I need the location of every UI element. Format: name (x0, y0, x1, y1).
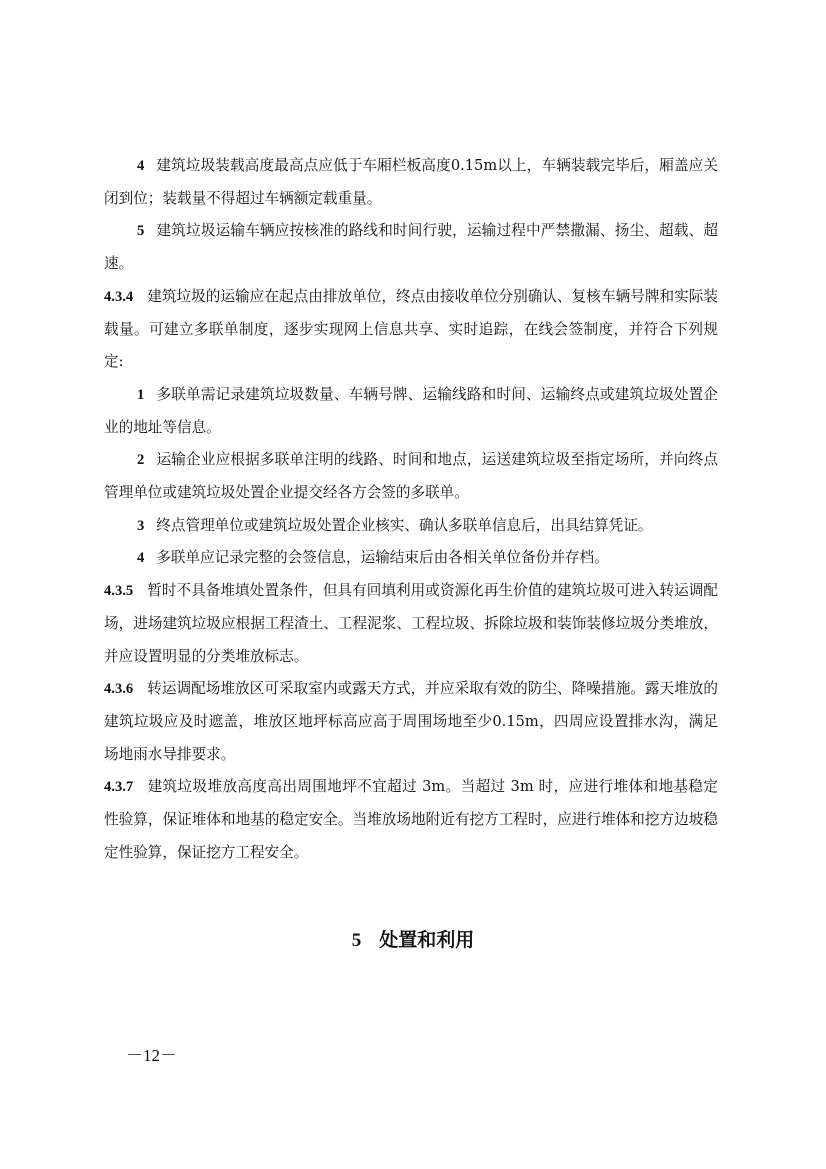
list-item (104, 150, 718, 215)
clause (104, 575, 718, 673)
section-title: 处置和利用 (379, 929, 475, 951)
clause (104, 771, 718, 869)
clause-text: 暂时不具备堆填处置条件，但具有回填利用或资源化再生价值的建筑垃圾可进入转运调配场，进场建筑垃圾应根据工程渣土、工程泥浆、工程垃圾、拆除垃圾和装饰装修垃圾分类堆放，并应设置明显的分类堆放标志。 (104, 582, 718, 665)
clause-text: 建筑垃圾的运输应在起点由排放单位，终点由接收单位分别确认、复核车辆号牌和实际装载量。可建立多联单制度，逐步实现网上信息共享、实时追踪，在线会签制度，并符合下列规定: (104, 287, 718, 371)
clause-number: 4.3.6 (104, 681, 134, 698)
section-heading (0, 924, 826, 957)
item-text: 运输企业应根据多联单注明的线路、时间和地点，运送建筑垃圾至指定场所，并向终点管理单位或建筑垃圾处置企业提交经各方会签的多联单。 (104, 451, 718, 502)
item-text: 建筑垃圾装载高度最高点应低于车厢栏板高度0.15m以上，车辆装载完毕后，厢盖应关闭到位；装载量不得超过车辆额定载重量。 (104, 157, 718, 207)
list-item (104, 542, 718, 575)
item-number: 4 (137, 158, 145, 174)
item-text: 多联单应记录完整的会签信息，运输结束后由各相关单位备份并存档。 (156, 549, 609, 567)
clause-number: 4.3.5 (104, 583, 134, 600)
item-number: 1 (137, 386, 145, 403)
item-number: 4 (137, 550, 145, 567)
item-text: 终点管理单位或建筑垃圾处置企业核实、确认多联单信息后，出具结算凭证。 (156, 516, 653, 534)
clause-number: 4.3.7 (104, 779, 134, 796)
list-item (104, 444, 718, 509)
item-number: 3 (137, 517, 145, 534)
clause (104, 673, 718, 771)
clause-text: 转运调配场堆放区可采取室内或露天方式，并应采取有效的防尘、降噪措施。露天堆放的建筑垃圾应及时遮盖，堆放区地坪标高应高于周围场地至少0.15m，四周应设置排水沟，满足场地雨水导排要求。 (104, 680, 718, 763)
section-number: 5 (351, 930, 362, 951)
item-number: 2 (137, 452, 145, 469)
list-item (104, 215, 718, 280)
list-item (104, 379, 718, 444)
list-item (104, 510, 718, 543)
clause (104, 281, 718, 379)
item-text: 多联单需记录建筑垃圾数量、车辆号牌、运输线路和时间、运输终点或建筑垃圾处置企业的地址等信息。 (104, 385, 718, 436)
body-text (104, 150, 718, 869)
clause-text: 建筑垃圾堆放高度高出周围地坪不宜超过 3m。当超过 3m 时，应进行堆体和地基稳定性验算，保证堆体和地基的稳定安全。当堆放场地附近有挖方工程时，应进行堆体和挖方边坡稳定性验算，保证挖方工程安全。 (104, 778, 718, 861)
item-number: 5 (137, 223, 145, 240)
clause-number: 4.3.4 (104, 288, 134, 305)
page-number: －12－ (126, 1046, 177, 1065)
item-text: 建筑垃圾运输车辆应按核准的路线和时间行驶，运输过程中严禁撒漏、扬尘、超载、超速。 (104, 222, 718, 273)
